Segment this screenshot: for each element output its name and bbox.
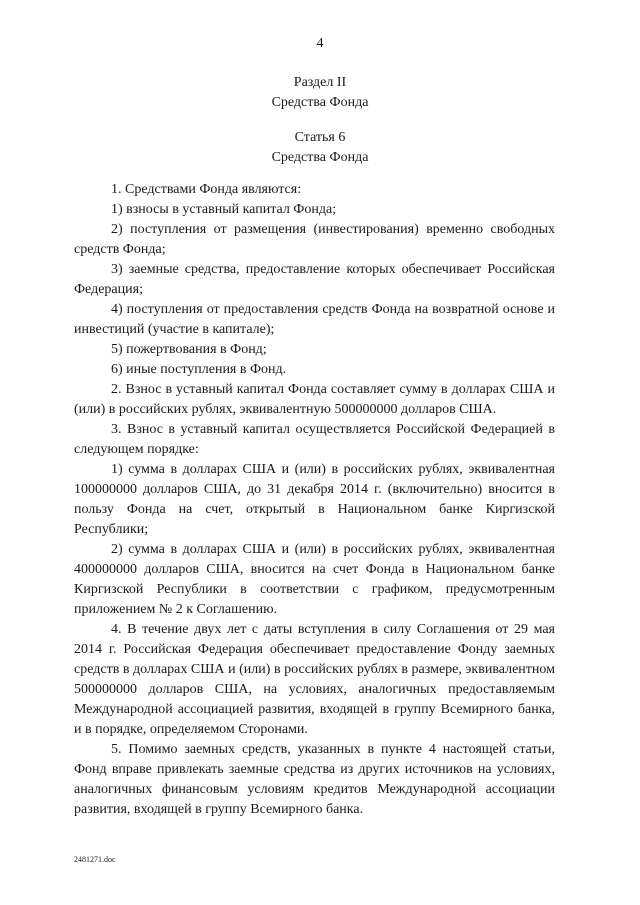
article-label: Статья 6 (294, 130, 346, 145)
paragraph: 2) поступления от размещения (инвестирования) временно свободных средств Фонда; (74, 222, 555, 257)
section-heading (0, 73, 640, 113)
page-number: 4 (316, 36, 324, 51)
paragraph: 1) сумма в долларах США и (или) в российских рублях, эквивалентная 100000000 долларов США, до 31 декабря 2014 г. (включительно) вносится в пользу Фонда на счет, открытый в Национальном банке Киргизской Республики; (74, 462, 555, 537)
article-body (74, 180, 555, 820)
paragraph: 1. Средствами Фонда являются: (111, 182, 302, 197)
paragraph: 3) заемные средства, предоставление которых обеспечивает Российская Федерация; (74, 262, 555, 297)
paragraph: 1) взносы в уставный капитал Фонда; (111, 202, 337, 217)
paragraph: 2. Взнос в уставный капитал Фонда составляет сумму в долларах США и (или) в российских рублях, эквивалентную 500000000 долларов США. (74, 382, 555, 417)
paragraph: 3. Взнос в уставный капитал осуществляется Российской Федерацией в следующем порядке: (74, 422, 555, 457)
paragraph: 2) сумма в долларах США и (или) в российских рублях, эквивалентная 400000000 долларов США, вносится на счет Фонда в Национальном банке Киргизской Республики в соответствии с графиком, предусмотренным приложением № 2 к Соглашению. (74, 542, 555, 617)
article-heading (0, 128, 640, 168)
paragraph: 4. В течение двух лет с даты вступления в силу Соглашения от 29 мая 2014 г. Российская Федерация обеспечивает предоставление Фонду заемных средств в долларах США и (или) в российских рублях в размере, эквивалентном 500000000 долларов США, на условиях, аналогичных предоставляемым Международной ассоциацией развития, входящей в группу Всемирного банка, и в порядке, определяемом Сторонами. (74, 622, 555, 737)
section-label: Раздел II (293, 75, 347, 90)
article-title: Средства Фонда (271, 150, 369, 165)
paragraph: 5. Помимо заемных средств, указанных в пункте 4 настоящей статьи, Фонд вправе привлекать заемные средства из других источников на условиях, аналогичных финансовым условиям кредитов Международной ассоциации развития, входящей в группу Всемирного банка. (74, 742, 555, 817)
paragraph: 5) пожертвования в Фонд; (111, 342, 267, 357)
paragraph: 6) иные поступления в Фонд. (111, 362, 287, 377)
paragraph: 4) поступления от предоставления средств Фонда на возвратной основе и инвестиций (участие в капитале); (74, 302, 555, 337)
section-title: Средства Фонда (271, 95, 369, 110)
footer-file-ref: 2481271.doc (74, 855, 116, 864)
